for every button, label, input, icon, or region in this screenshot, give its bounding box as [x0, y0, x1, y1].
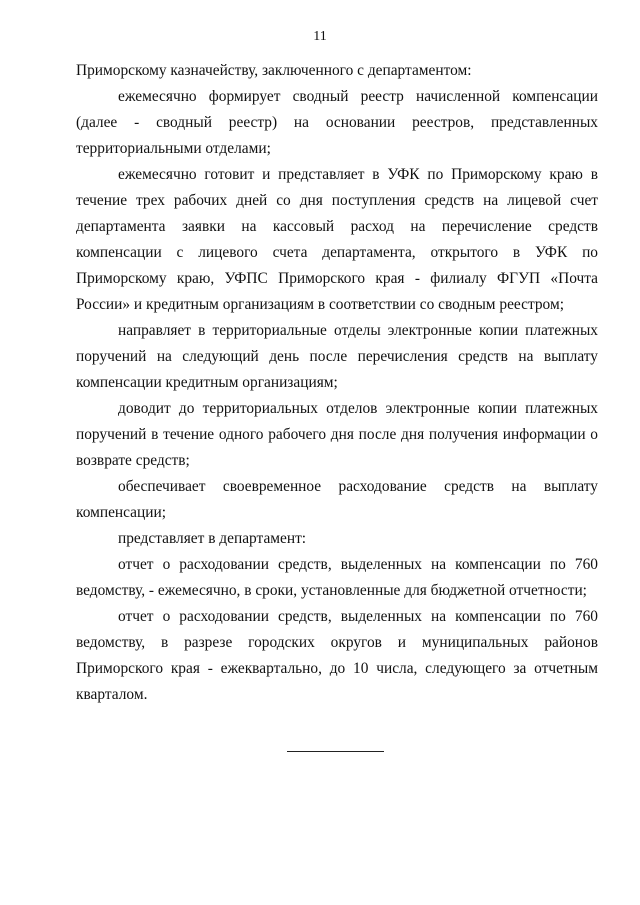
document-body: [76, 58, 598, 708]
paragraph-intro: Приморскому казначейству, заключенного с департаментом:: [76, 62, 472, 79]
end-divider-line: [287, 751, 384, 752]
page-number: 11: [313, 29, 327, 44]
paragraph-refund-copies: доводит до территориальных отделов электронные копии платежных поручений в течение одного рабочего дня после дня получения информации о возврате средств;: [76, 400, 598, 469]
paragraph-monthly-report: отчет о расходовании средств, выделенных на компенсации по 760 ведомству, - ежемесячно, в сроки, установленные для бюджетной отчетности;: [76, 556, 598, 599]
paragraph-cash-requests: ежемесячно готовит и представляет в УФК по Приморскому краю в течение трех рабочих дней со дня поступления средств на лицевой счет департамента заявки на кассовый расход на перечисление средств компенсации с лицевого счета департамента, открытого в УФК по Приморскому краю, УФПС Приморского края - филиалу ФГУП «Почта России» и кредитным организациям в соответствии со сводным реестром;: [76, 166, 598, 313]
paragraph-summary-register: ежемесячно формирует сводный реестр начисленной компенсации (далее - сводный реестр) на основании реестров, представленных территориальными отделами;: [76, 88, 598, 157]
paragraph-payment-copies: направляет в территориальные отделы электронные копии платежных поручений на следующий день после перечисления средств на выплату компенсации кредитным организациям;: [76, 322, 598, 391]
paragraph-timely-spending: обеспечивает своевременное расходование средств на выплату компенсации;: [76, 478, 598, 521]
paragraph-quarterly-report: отчет о расходовании средств, выделенных на компенсации по 760 ведомству, в разрезе городских округов и муниципальных районов Приморского края - ежеквартально, до 10 числа, следующего за отчетным кварталом.: [76, 608, 598, 703]
paragraph-submits-to: представляет в департамент:: [118, 530, 307, 547]
